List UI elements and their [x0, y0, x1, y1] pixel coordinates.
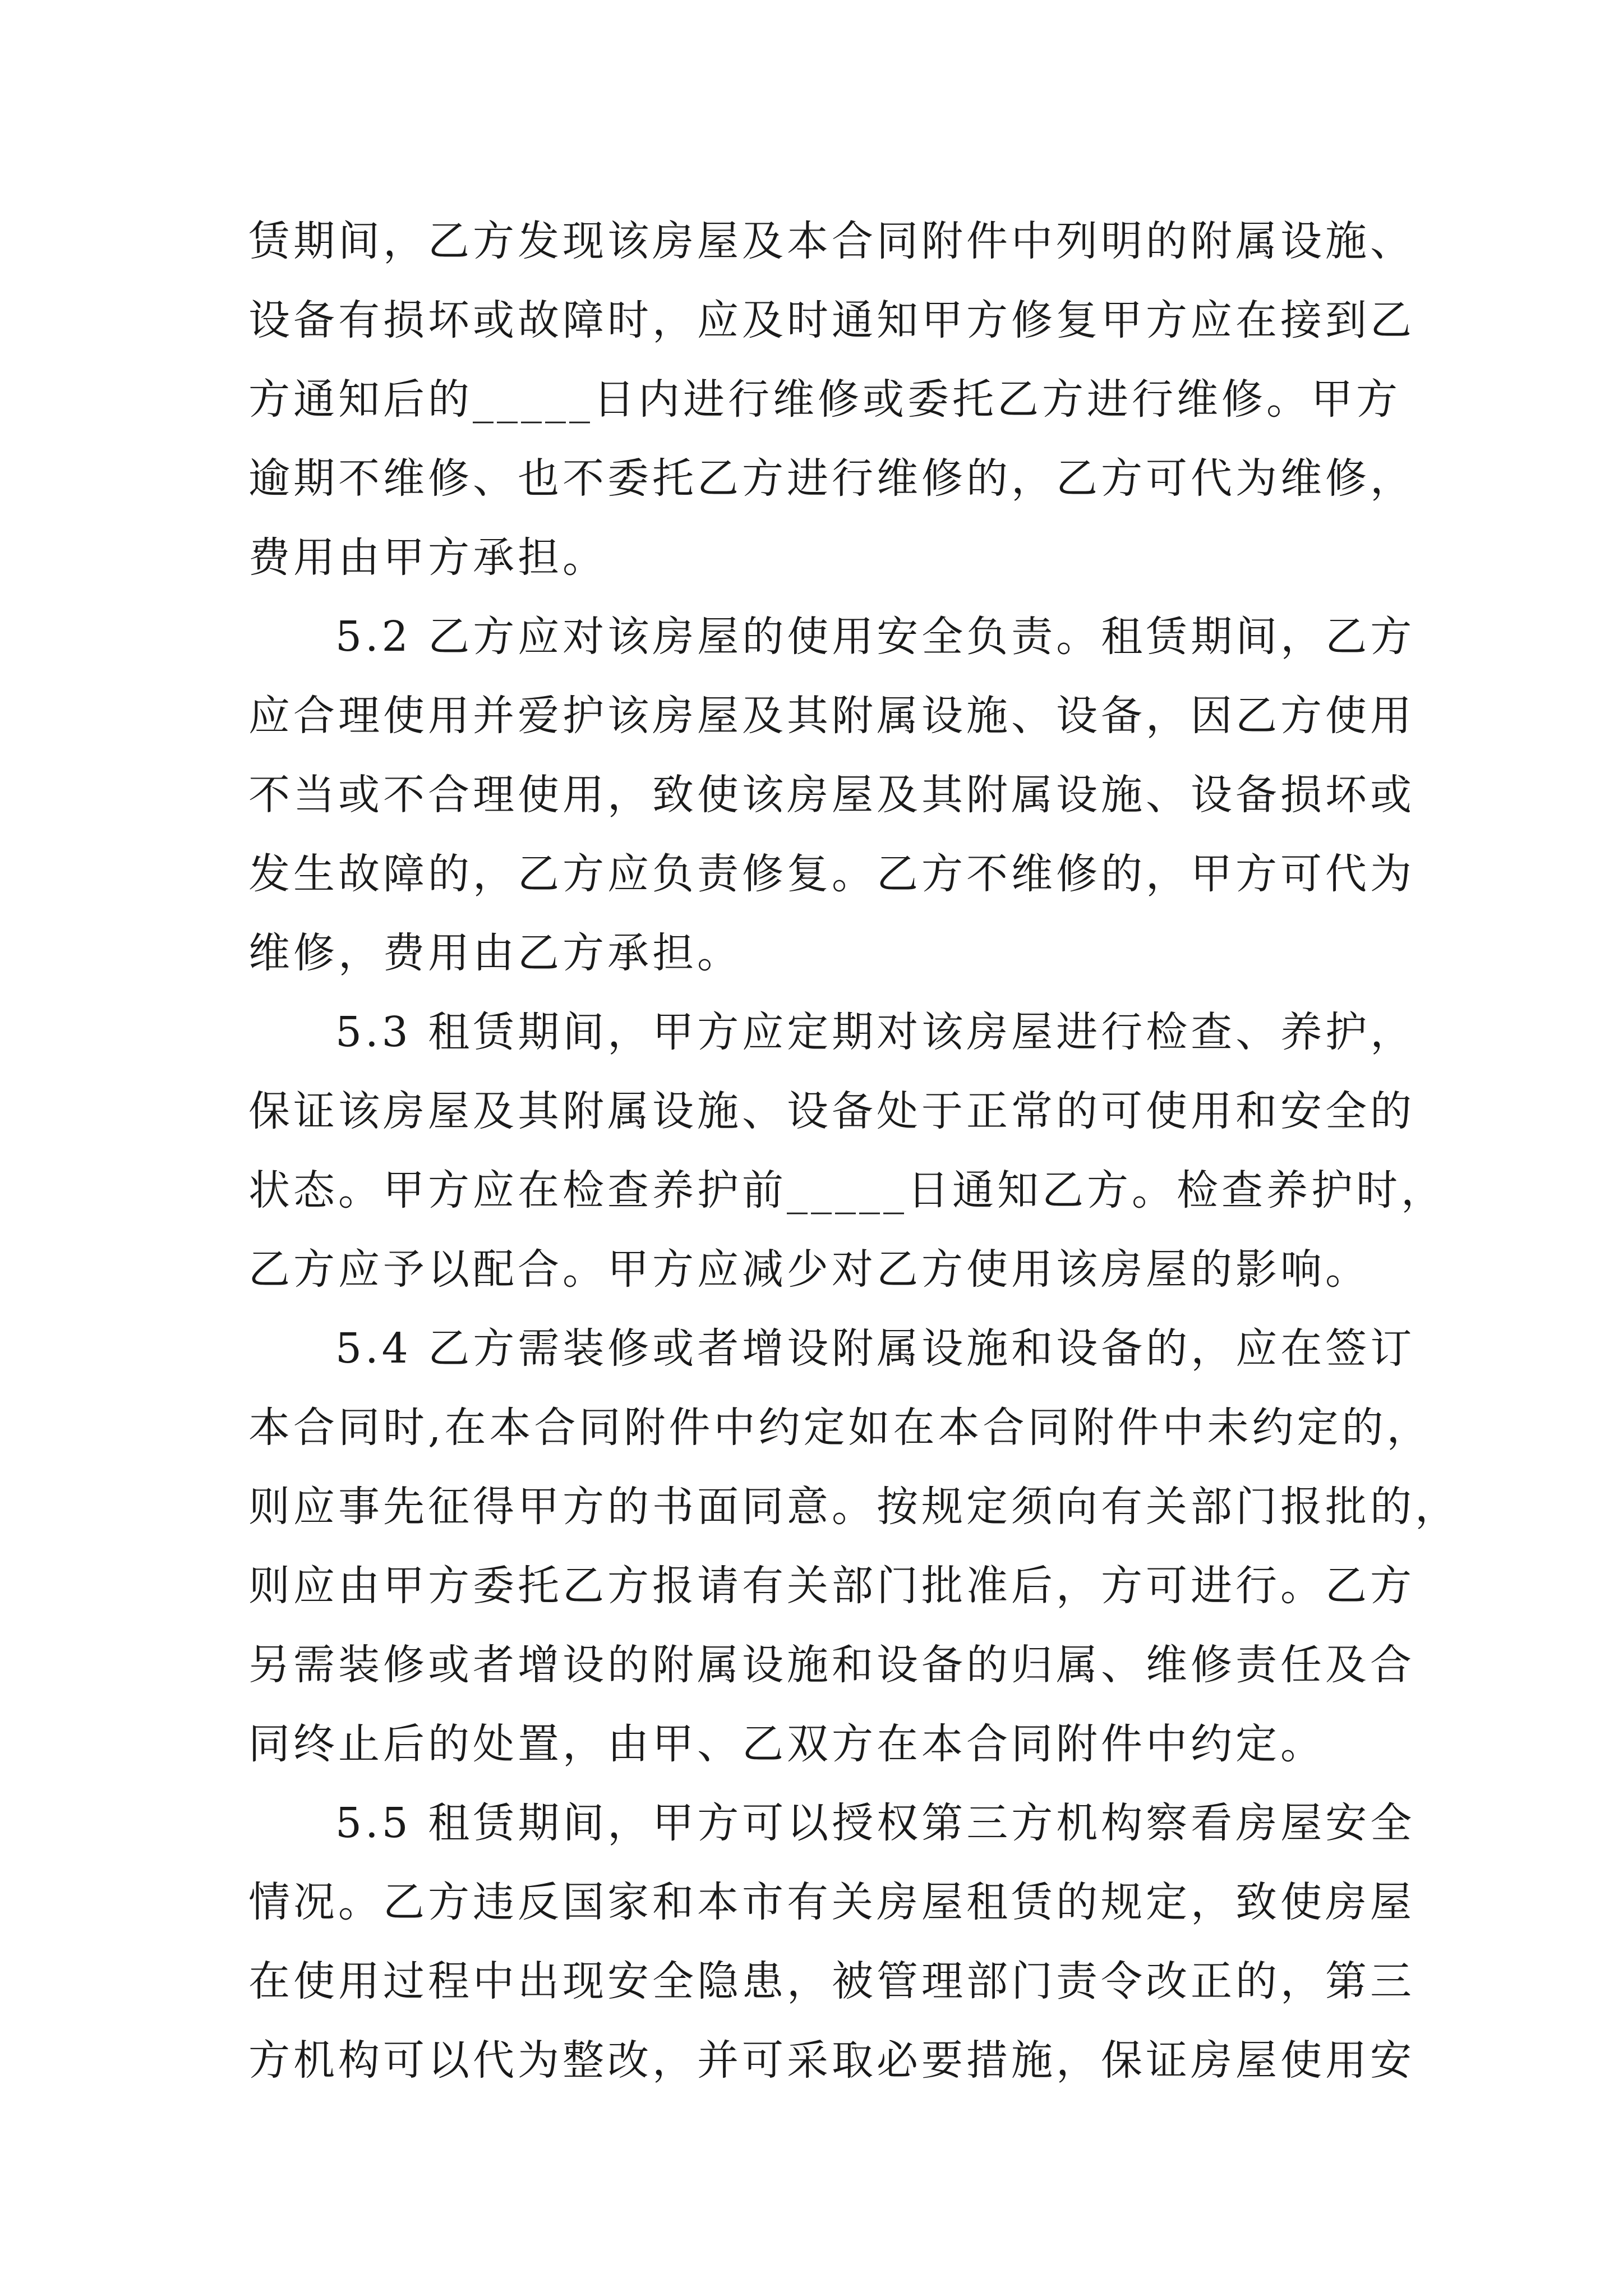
contract-text [248, 202, 1460, 2100]
text-line: 维修，费用由乙方承担。 [248, 929, 742, 977]
text-line: 逾期不维修、也不委托乙方进行维修的，乙方可代为维修， [248, 454, 1415, 503]
text-line: 乙方应予以配合。甲方应减少对乙方使用该房屋的影响。 [248, 1245, 1370, 1294]
text-line: 另需装修或者增设的附属设施和设备的归属、维修责任及合 [248, 1641, 1415, 1689]
text-line: 方通知后的_____日内进行维修或委托乙方进行维修。甲方 [248, 375, 1401, 424]
text-line: 在使用过程中出现安全隐患，被管理部门责令改正的，第三 [248, 1957, 1415, 2005]
text-line: 则应事先征得甲方的书面同意。按规定须向有关部门报批的， [248, 1483, 1460, 1531]
text-line: 不当或不合理使用，致使该房屋及其附属设施、设备损坏或 [248, 771, 1415, 819]
text-line: 方机构可以代为整改，并可采取必要措施，保证房屋使用安 [248, 2036, 1415, 2085]
text-line: 应合理使用并爱护该房屋及其附属设施、设备，因乙方使用 [248, 692, 1415, 740]
text-line: 本合同时,在本合同附件中约定如在本合同附件中未约定的， [248, 1404, 1432, 1452]
text-line: 保证该房屋及其附属设施、设备处于正常的可使用和安全的 [248, 1087, 1415, 1135]
text-line: 状态。甲方应在检查养护前_____日通知乙方。检查养护时， [248, 1166, 1446, 1214]
text-line: 则应由甲方委托乙方报请有关部门批准后，方可进行。乙方 [248, 1562, 1415, 1610]
text-line: 发生故障的，乙方应负责修复。乙方不维修的，甲方可代为 [248, 850, 1415, 898]
clause-5-2-first-line: 5.2 乙方应对该房屋的使用安全负责。租赁期间，乙方 [335, 613, 1415, 661]
text-line: 情况。乙方违反国家和本市有关房屋租赁的规定，致使房屋 [248, 1878, 1415, 1926]
clause-5-4-first-line: 5.4 乙方需装修或者增设附属设施和设备的，应在签订 [335, 1324, 1415, 1373]
text-line: 设备有损坏或故障时，应及时通知甲方修复甲方应在接到乙 [248, 296, 1415, 344]
text-line: 同终止后的处置，由甲、乙双方在本合同附件中约定。 [248, 1720, 1325, 1768]
text-line: 赁期间，乙方发现该房屋及本合同附件中列明的附属设施、 [248, 217, 1415, 265]
clause-5-5-first-line: 5.5 租赁期间，甲方可以授权第三方机构察看房屋安全 [335, 1799, 1415, 1847]
text-line: 费用由甲方承担。 [248, 533, 607, 582]
clause-5-3-first-line: 5.3 租赁期间，甲方应定期对该房屋进行检查、养护， [335, 1008, 1415, 1056]
